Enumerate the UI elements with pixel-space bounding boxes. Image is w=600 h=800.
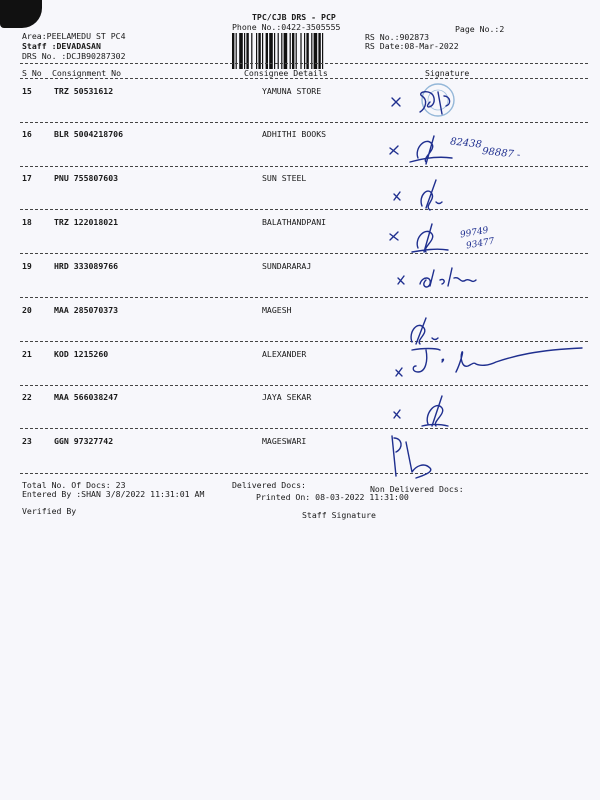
rs-date: RS Date:08-Mar-2022 xyxy=(365,41,459,51)
divider xyxy=(20,78,588,79)
row-sno: 15 xyxy=(22,86,32,96)
signature-row-23 xyxy=(384,432,444,484)
row-consignment: HRD 333089766 xyxy=(54,261,119,271)
col-consignment: Consignment No xyxy=(52,68,122,78)
row-consignment: BLR 5004218706 xyxy=(54,129,124,139)
row-consignee: SUNDARARAJ xyxy=(262,261,312,271)
divider xyxy=(20,385,588,386)
row-consignee: JAYA SEKAR xyxy=(262,392,312,402)
divider xyxy=(20,166,588,167)
staff-signature: Staff Signature xyxy=(302,510,376,520)
col-sno: S No xyxy=(22,68,42,78)
row-consignment: TRZ 122018021 xyxy=(54,217,119,227)
area-label: Area:PEELAMEDU ST PC4 xyxy=(22,31,126,41)
document-title: TPC/CJB DRS - PCP xyxy=(252,12,336,22)
divider xyxy=(20,209,588,210)
signature-row-22 xyxy=(392,394,456,430)
row-consignment: PNU 755807603 xyxy=(54,173,119,183)
row-consignee: SUN STEEL xyxy=(262,173,307,183)
delivered-docs: Delivered Docs: xyxy=(232,480,306,490)
divider xyxy=(20,473,588,474)
handwritten-phone: 99749 xyxy=(459,225,490,241)
divider xyxy=(20,428,588,429)
phone-number: Phone No.:0422-3505555 xyxy=(232,22,341,32)
col-consignee: Consignee Details xyxy=(244,68,328,78)
signature-row-21 xyxy=(392,344,588,380)
row-sno: 23 xyxy=(22,436,32,446)
divider xyxy=(20,253,588,254)
row-sno: 22 xyxy=(22,392,32,402)
entered-by: Entered By :SHAN 3/8/2022 11:31:01 AM xyxy=(22,489,205,499)
row-consignment: KOD 1215260 xyxy=(54,349,109,359)
rs-number: RS No.:902873 xyxy=(365,32,430,42)
col-signature: Signature xyxy=(425,68,470,78)
scan-smudge xyxy=(0,0,42,28)
row-consignment: MAA 285070373 xyxy=(54,305,119,315)
divider xyxy=(20,341,588,342)
handwritten-phone: 82438 xyxy=(449,136,483,151)
verified-by: Verified By xyxy=(22,506,77,516)
drs-number: DRS No. :DCJB90287302 xyxy=(22,51,126,61)
page-number: Page No.:2 xyxy=(455,24,505,34)
row-sno: 16 xyxy=(22,129,32,139)
divider xyxy=(20,297,588,298)
divider xyxy=(20,63,588,64)
row-sno: 17 xyxy=(22,173,32,183)
row-sno: 21 xyxy=(22,349,32,359)
row-consignment: TRZ 50531612 xyxy=(54,86,114,96)
row-consignee: BALATHANDPANI xyxy=(262,217,327,227)
row-consignee: ADHITHI BOOKS xyxy=(262,129,327,139)
row-consignee: MAGESH xyxy=(262,305,292,315)
total-docs: Total No. Of Docs: 23 xyxy=(22,480,126,490)
signature-row-19 xyxy=(396,266,486,294)
signature-row-18 xyxy=(388,222,462,258)
handwritten-phone: 93477 xyxy=(465,236,496,252)
row-sno: 18 xyxy=(22,217,32,227)
row-sno: 19 xyxy=(22,261,32,271)
printed-on: Printed On: 08-03-2022 11:31:00 xyxy=(256,492,409,502)
row-consignee: YAMUNA STORE xyxy=(262,86,322,96)
staff-label: Staff :DEVADASAN xyxy=(22,41,101,51)
row-consignment: MAA 566038247 xyxy=(54,392,119,402)
non-delivered-docs: Non Delivered Docs: xyxy=(370,484,464,494)
row-consignee: MAGESWARI xyxy=(262,436,307,446)
divider xyxy=(20,122,588,123)
row-consignment: GGN 97327742 xyxy=(54,436,114,446)
stamp-signature xyxy=(390,82,470,122)
row-consignee: ALEXANDER xyxy=(262,349,307,359)
handwritten-phone: 98887 - xyxy=(481,146,521,161)
row-sno: 20 xyxy=(22,305,32,315)
signature-row-17 xyxy=(392,178,452,214)
